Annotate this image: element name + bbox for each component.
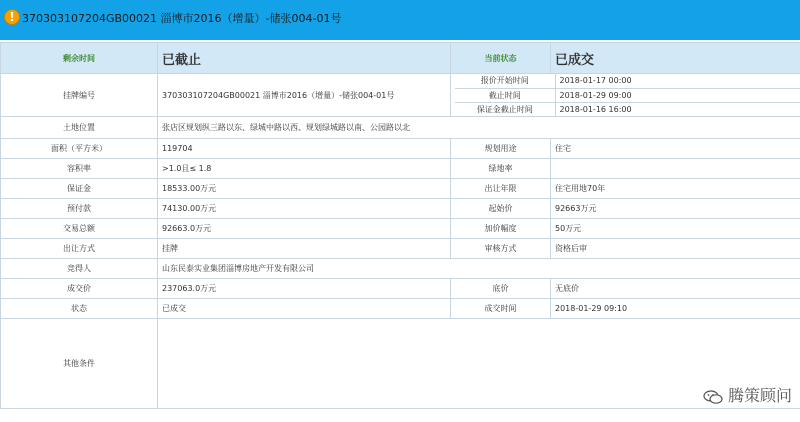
- starting-price-value: 92663万元: [551, 199, 800, 219]
- deal-price-label: 成交价: [1, 279, 158, 299]
- reserve-price-value: 无底价: [551, 279, 800, 299]
- table-row: [1, 219, 800, 239]
- deposit-value: 18533.00万元: [158, 179, 451, 199]
- listing-row: [1, 74, 800, 117]
- review-method-value: 资格后审: [551, 239, 800, 259]
- location-label: 土地位置: [1, 117, 158, 139]
- green-ratio-label: 绿地率: [451, 159, 551, 179]
- planned-use-label: 规划用途: [451, 139, 551, 159]
- deal-price-value: 237063.0万元: [158, 279, 451, 299]
- table-row: [1, 159, 800, 179]
- land-info-table: [0, 42, 800, 409]
- table-row: [1, 279, 800, 299]
- listing-times: [451, 74, 800, 117]
- table-row: [1, 239, 800, 259]
- location-row: [1, 117, 800, 139]
- deadline-value: 2018-01-29 09:00: [555, 88, 800, 102]
- deal-time-value: 2018-01-29 09:10: [551, 299, 800, 319]
- state-value: 已成交: [158, 299, 451, 319]
- page-title: 37030310720​4GB00021 淄博市2016（增量）-储张004-01号: [22, 12, 342, 25]
- current-status-value: 已成交: [551, 43, 800, 74]
- increment-value: 50万元: [551, 219, 800, 239]
- winner-value: 山东民泰实业集团淄博房地产开发有限公司: [158, 259, 800, 279]
- remaining-time-label: 剩余时间: [1, 43, 158, 74]
- deadline-label: 截止时间: [455, 88, 555, 102]
- deposit-deadline-label: 保证金截止时间: [455, 102, 555, 116]
- table-row: [1, 139, 800, 159]
- quote-start-value: 2018-01-17 00:00: [555, 74, 800, 88]
- table-row: [1, 179, 800, 199]
- increment-label: 加价幅度: [451, 219, 551, 239]
- listing-number-label: 挂牌编号: [1, 74, 158, 117]
- deposit-label: 保证金: [1, 179, 158, 199]
- planned-use-value: 住宅: [551, 139, 800, 159]
- other-conditions-row: [1, 319, 800, 409]
- transfer-term-label: 出让年限: [451, 179, 551, 199]
- warning-icon: !: [4, 9, 20, 25]
- starting-price-label: 起始价: [451, 199, 551, 219]
- deal-time-label: 成交时间: [451, 299, 551, 319]
- transfer-term-value: 住宅用地70年: [551, 179, 800, 199]
- winner-label: 竞得人: [1, 259, 158, 279]
- quote-start-label: 报价开始时间: [455, 74, 555, 88]
- total-amount-value: 92663.0万元: [158, 219, 451, 239]
- green-ratio-value: [551, 159, 800, 179]
- current-status-label: 当前状态: [451, 43, 551, 74]
- state-label: 状态: [1, 299, 158, 319]
- plot-ratio-label: 容积率: [1, 159, 158, 179]
- listing-number-value: 370303107204GB00021 淄博市2016（增量）-储张004-01号: [158, 74, 451, 117]
- status-row: [1, 43, 800, 74]
- watermark-text: 腾策顾问: [727, 386, 792, 405]
- winner-row: [1, 259, 800, 279]
- area-value: 119704: [158, 139, 451, 159]
- total-amount-label: 交易总额: [1, 219, 158, 239]
- table-row: [1, 199, 800, 219]
- location-value: 张店区规划纵三路以东、绿城中路以西、规划绿城路以南、公园路以北: [158, 117, 800, 139]
- review-method-label: 审核方式: [451, 239, 551, 259]
- area-label: 面积（平方米）: [1, 139, 158, 159]
- table-row: [1, 299, 800, 319]
- remaining-time-value: 已截止: [158, 43, 451, 74]
- prepayment-label: 预付款: [1, 199, 158, 219]
- reserve-price-label: 底价: [451, 279, 551, 299]
- wechat-icon: [703, 390, 723, 404]
- watermark: [703, 383, 792, 406]
- title-bar: [0, 0, 800, 40]
- prepayment-value: 74130.00万元: [158, 199, 451, 219]
- transfer-method-label: 出让方式: [1, 239, 158, 259]
- deposit-deadline-value: 2018-01-16 16:00: [559, 104, 632, 114]
- other-conditions-label: 其他条件: [1, 319, 158, 409]
- plot-ratio-value: >1.0且≤ 1.8: [158, 159, 451, 179]
- transfer-method-value: 挂牌: [158, 239, 451, 259]
